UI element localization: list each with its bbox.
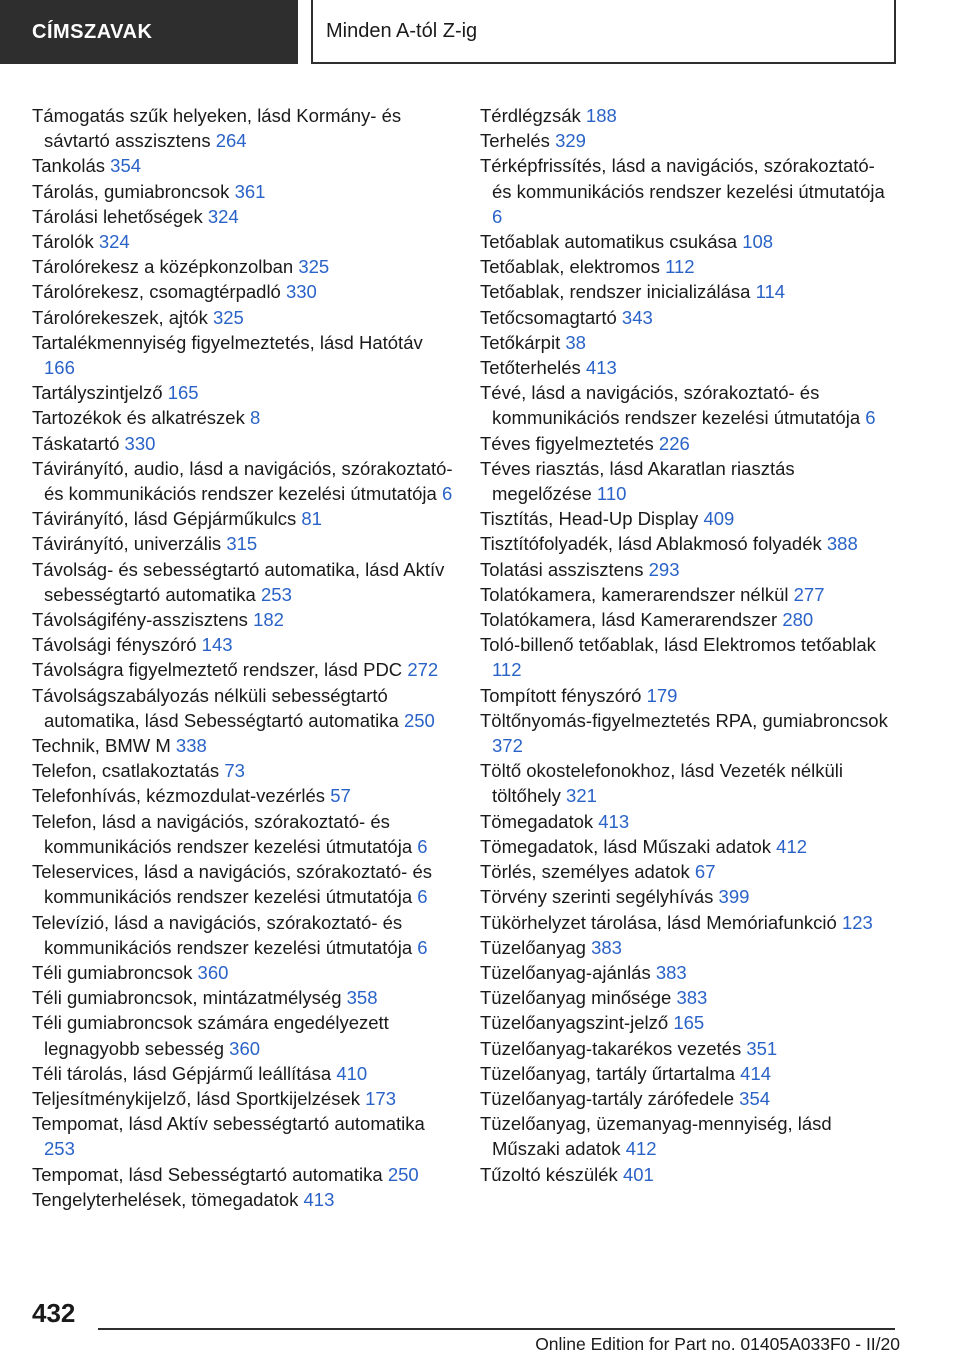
index-entry: [480, 103, 898, 128]
page-link[interactable]: 182: [253, 609, 284, 631]
index-entry: [32, 809, 457, 859]
page-link[interactable]: 165: [673, 1012, 705, 1034]
index-entry: [480, 582, 898, 607]
entry-text: Tempomat, lásd Aktív sebességtartó automatika: [32, 1113, 425, 1135]
page-link[interactable]: 413: [585, 357, 617, 379]
page-link[interactable]: 112: [665, 256, 695, 278]
entry-text: Tárolási lehetőségek: [32, 205, 203, 227]
entry-text: Tüzelőanyag-tartály zárófedele: [480, 1087, 735, 1109]
index-entry: [480, 128, 898, 153]
page-link[interactable]: 360: [197, 961, 229, 983]
index-entry: [480, 254, 898, 279]
index-entry: [480, 229, 898, 254]
page-link[interactable]: 321: [566, 785, 597, 807]
index-entry: [480, 531, 898, 556]
entry-text: Törlés, személyes adatok: [480, 861, 690, 883]
index-entry: [32, 910, 457, 960]
page-link[interactable]: 6: [441, 483, 453, 505]
entry-text: Tárolás, gumiabroncsok: [32, 180, 230, 202]
index-entry: [480, 1111, 898, 1161]
page-link[interactable]: 413: [303, 1188, 335, 1210]
entry-text: Tartalékmennyiség figyelmeztetés, lásd Hatótáv: [32, 331, 423, 353]
entry-text: Tetőterhelés: [480, 357, 581, 379]
page-link[interactable]: 383: [676, 987, 708, 1009]
entry-text: Tetőcsomagtartó: [480, 306, 617, 328]
index-entry: [480, 153, 898, 229]
page-link[interactable]: 414: [740, 1062, 772, 1084]
index-entry: [32, 179, 457, 204]
page-link[interactable]: 166: [44, 357, 75, 379]
index-entry: [480, 1162, 898, 1187]
entry-text: Teljesítménykijelző, lásd Sportkijelzések: [32, 1087, 360, 1109]
entry-text: Tárolórekesz a középkonzolban: [32, 256, 294, 278]
entry-text: Tárolórekesz, csomagtérpadló: [32, 281, 281, 303]
page-link[interactable]: 383: [591, 936, 622, 958]
page-link[interactable]: 354: [110, 155, 142, 177]
entry-text: Telefonhívás, kézmozdulat-vezérlés: [32, 785, 326, 807]
entry-text: Tüzelőanyag-ajánlás: [480, 961, 651, 983]
index-entry: [480, 910, 898, 935]
index-entry: [480, 305, 898, 330]
index-entry: [32, 960, 457, 985]
index-entry: [480, 859, 898, 884]
index-entry: [32, 279, 457, 304]
entry-text: Tankolás: [32, 155, 106, 177]
index-entry: [32, 405, 457, 430]
entry-text: Tetőkárpit: [480, 331, 561, 353]
page-link[interactable]: 360: [229, 1037, 261, 1059]
page-link[interactable]: 114: [755, 281, 786, 303]
entry-text: Távolságra figyelmeztető rendszer, lásd PDC: [32, 659, 403, 681]
index-entry: [480, 456, 898, 506]
index-entry: [480, 834, 898, 859]
index-entry: [480, 884, 898, 909]
entry-text: Távolságifény-asszisztens: [32, 609, 248, 631]
index-entry: [32, 506, 457, 531]
entry-text: Toló-billenő tetőablak, lásd Elektromos tetőablak: [480, 634, 876, 656]
page-link[interactable]: 188: [585, 105, 617, 126]
entry-text: Tetőablak, elektromos: [480, 256, 660, 278]
entry-text: Tüzelőanyag-takarékos vezetés: [480, 1037, 742, 1059]
index-entry: [32, 758, 457, 783]
index-entry: [480, 708, 898, 758]
page-link[interactable]: 38: [565, 331, 586, 353]
index-entry: [32, 733, 457, 758]
page-link[interactable]: 338: [175, 735, 207, 757]
entry-text: Telefon, csatlakoztatás: [32, 760, 220, 782]
index-entry: [480, 758, 898, 808]
index-entry: [32, 985, 457, 1010]
page-link[interactable]: 143: [201, 634, 233, 656]
entry-text: Távolságszabályozás nélküli sebességtartó automatika, lásd Sebességtartó automatika: [32, 684, 399, 731]
page-link[interactable]: 57: [330, 785, 351, 807]
entry-text: Technik, BMW M: [32, 735, 171, 757]
page-link[interactable]: 351: [746, 1037, 778, 1059]
entry-text: Téves riasztás, lásd Akaratlan riasztás megelőzése: [480, 457, 795, 505]
page-link[interactable]: 413: [598, 810, 630, 832]
index-entry: [480, 1010, 898, 1035]
index-entry: [480, 960, 898, 985]
entry-text: Tempomat, lásd Sebességtartó automatika: [32, 1163, 383, 1185]
index-entry: [32, 557, 457, 607]
index-entry: [32, 1162, 457, 1187]
entry-text: Tetőablak automatikus csukása: [480, 231, 738, 253]
page-link[interactable]: 280: [782, 609, 814, 631]
index-entry: [480, 683, 898, 708]
entry-text: Tisztítófolyadék, lásd Ablakmosó folyadék: [480, 533, 822, 555]
page-link[interactable]: 409: [703, 508, 735, 530]
page-link[interactable]: 112: [492, 659, 522, 681]
index-entry: [32, 657, 457, 682]
entry-text: Támogatás szűk helyeken, lásd Kormány- és sávtartó asszisztens: [32, 105, 402, 152]
page-link[interactable]: 250: [403, 709, 435, 731]
page-link[interactable]: 123: [841, 911, 873, 933]
page-link[interactable]: 324: [98, 231, 130, 253]
page-link[interactable]: 165: [167, 382, 199, 404]
page-link[interactable]: 110: [596, 483, 627, 505]
page-link[interactable]: 410: [336, 1062, 368, 1084]
page-link[interactable]: 372: [492, 735, 523, 757]
entry-text: Tüzelőanyag: [480, 936, 586, 958]
index-entry: [32, 1086, 457, 1111]
page-link[interactable]: 358: [346, 987, 378, 1009]
index-entry: [32, 1010, 457, 1060]
index-entry: [480, 355, 898, 380]
entry-text: Tárolórekeszek, ajtók: [32, 306, 208, 328]
entry-text: Téli tárolás, lásd Gépjármű leállítása: [32, 1062, 332, 1084]
page-link[interactable]: 277: [793, 583, 825, 605]
page-link[interactable]: 361: [234, 180, 266, 202]
entry-text: Tömegadatok: [480, 810, 594, 832]
footer-divider: [98, 1328, 895, 1330]
index-entry: [480, 279, 898, 304]
index-entry: [32, 683, 457, 733]
page-title-box: [311, 0, 896, 64]
index-entry: [32, 380, 457, 405]
entry-text: Tömegadatok, lásd Műszaki adatok: [480, 835, 772, 857]
index-entry: [32, 204, 457, 229]
index-entry: [32, 153, 457, 178]
index-entry: [32, 330, 457, 380]
page-link[interactable]: 399: [718, 886, 750, 908]
page-link[interactable]: 293: [648, 558, 680, 580]
entry-text: Távolsági fényszóró: [32, 634, 197, 656]
index-entry: [480, 330, 898, 355]
entry-text: Téli gumiabroncsok számára engedélyezett legnagyobb sebesség: [32, 1012, 389, 1059]
entry-text: Távolság- és sebességtartó automatika, lásd Aktív sebességtartó automatika: [32, 558, 445, 605]
index-entry: [32, 103, 457, 153]
index-entry: [480, 1061, 898, 1086]
index-entry: [32, 1061, 457, 1086]
page-link[interactable]: 329: [555, 130, 586, 152]
page-number: 432: [32, 1298, 76, 1328]
page-link[interactable]: 383: [655, 961, 687, 983]
page-link[interactable]: 250: [387, 1163, 419, 1185]
page-title: Minden A-tól Z-ig: [326, 19, 478, 42]
entry-text: Téli gumiabroncsok, mintázatmélység: [32, 987, 342, 1009]
page-link[interactable]: 6: [417, 835, 428, 857]
entry-text: Törvény szerinti segélyhívás: [480, 886, 714, 908]
page-link[interactable]: 401: [622, 1163, 654, 1185]
page-link[interactable]: 412: [776, 835, 808, 857]
entry-text: Tűzoltó készülék: [480, 1163, 618, 1185]
index-entry: [32, 632, 457, 657]
entry-text: Tévé, lásd a navigációs, szórakoztató- és kommunikációs rendszer kezelési útmutatója: [480, 382, 861, 429]
entry-text: Téves figyelmeztetés: [480, 432, 654, 454]
index-entry: [32, 456, 457, 506]
index-entry: [32, 254, 457, 279]
entry-text: Tárolók: [32, 231, 94, 253]
index-entry: [32, 531, 457, 556]
index-entry: [480, 557, 898, 582]
page-link[interactable]: 272: [407, 659, 439, 681]
entry-text: Töltő okostelefonokhoz, lásd Vezeték nélküli töltőhely: [480, 760, 844, 807]
page-link[interactable]: 179: [646, 684, 678, 706]
page-link[interactable]: 173: [365, 1087, 397, 1109]
page-link[interactable]: 81: [301, 508, 322, 530]
entry-text: Tetőablak, rendszer inicializálása: [480, 281, 751, 303]
entry-text: Térképfrissítés, lásd a navigációs, szórakoztató- és kommunikációs rendszer kezelési útmutatója: [480, 155, 885, 202]
entry-text: Tisztítás, Head-Up Display: [480, 508, 699, 530]
page-link[interactable]: 388: [826, 533, 858, 555]
page-link[interactable]: 330: [124, 432, 156, 454]
entry-text: Tolatási asszisztens: [480, 558, 644, 580]
entry-text: Televízió, lásd a navigációs, szórakoztató- és kommunikációs rendszer kezelési útmutatója: [32, 911, 413, 958]
index-entry: [480, 431, 898, 456]
page-link[interactable]: 8: [249, 407, 261, 429]
index-entry: [32, 431, 457, 456]
page-link[interactable]: 253: [44, 1138, 75, 1160]
page-link[interactable]: 6: [865, 407, 876, 429]
entry-text: Teleservices, lásd a navigációs, szórakoztató- és kommunikációs rendszer kezelési útmutatója: [32, 861, 432, 908]
page-link[interactable]: 67: [694, 861, 716, 883]
index-entry: [480, 506, 898, 531]
index-entry: [480, 632, 898, 682]
entry-text: Tükörhelyzet tárolása, lásd Memóriafunkció: [480, 911, 837, 933]
entry-text: Tüzelőanyag, üzemanyag-mennyiség, lásd Műszaki adatok: [480, 1113, 832, 1160]
entry-text: Tengelyterhelések, tömegadatok: [32, 1188, 299, 1210]
page-link[interactable]: 412: [625, 1138, 657, 1160]
index-entry: [480, 809, 898, 834]
index-column-left: [32, 103, 457, 1212]
page-link[interactable]: 253: [261, 583, 292, 605]
entry-text: Tolatókamera, kamerarendszer nélkül: [480, 583, 789, 605]
entry-text: Táskatartó: [32, 432, 120, 454]
index-entry: [32, 1187, 457, 1212]
entry-text: Töltőnyomás-figyelmeztetés RPA, gumiabroncsok: [480, 709, 888, 731]
page-link[interactable]: 226: [658, 432, 690, 454]
page-link[interactable]: 6: [492, 205, 503, 227]
footer-edition: Online Edition for Part no. 01405A033F0 - II/20: [535, 1334, 900, 1354]
index-entry: [480, 1086, 898, 1111]
entry-text: Telefon, lásd a navigációs, szórakoztató- és kommunikációs rendszer kezelési útmutatója: [32, 810, 413, 857]
entry-text: Távirányító, audio, lásd a navigációs, szórakoztató- és kommunikációs rendszer kezelési útmutatója: [32, 457, 453, 505]
index-entry: [32, 859, 457, 909]
page-link[interactable]: 343: [621, 306, 653, 328]
page-link[interactable]: 325: [212, 306, 244, 328]
section-tab: [0, 0, 298, 64]
index-entry: [32, 1111, 457, 1161]
index-entry: [32, 783, 457, 808]
page-link[interactable]: 354: [739, 1087, 771, 1109]
entry-text: Tüzelőanyagszint-jelző: [480, 1012, 669, 1034]
page-link[interactable]: 324: [207, 205, 239, 227]
entry-text: Távirányító, univerzális: [32, 533, 222, 555]
section-label: CÍMSZAVAK: [32, 20, 153, 43]
page-link[interactable]: 73: [224, 760, 245, 782]
index-entry: [32, 229, 457, 254]
index-entry: [32, 607, 457, 632]
entry-text: Tartályszintjelző: [32, 382, 163, 404]
entry-text: Tompított fényszóró: [480, 684, 642, 706]
index-entry: [32, 305, 457, 330]
entry-text: Térdlégzsák: [480, 105, 581, 126]
page-link[interactable]: 108: [742, 231, 774, 253]
page-link[interactable]: 330: [285, 281, 317, 303]
index-entry: [480, 985, 898, 1010]
entry-text: Tartozékok és alkatrészek: [32, 407, 245, 429]
page-link[interactable]: 264: [215, 130, 247, 152]
page-link[interactable]: 325: [298, 256, 330, 278]
index-entry: [480, 607, 898, 632]
index-entry: [480, 380, 898, 430]
page-link[interactable]: 6: [417, 886, 428, 908]
index-column-right: [480, 103, 898, 1187]
entry-text: Téli gumiabroncsok: [32, 961, 193, 983]
entry-text: Terhelés: [480, 130, 550, 152]
index-entry: [480, 1036, 898, 1061]
entry-text: Távirányító, lásd Gépjárműkulcs: [32, 508, 297, 530]
index-entry: [480, 935, 898, 960]
entry-text: Tüzelőanyag, tartály űrtartalma: [480, 1062, 736, 1084]
page-link[interactable]: 6: [417, 936, 428, 958]
page-link[interactable]: 315: [226, 533, 258, 555]
entry-text: Tüzelőanyag minősége: [480, 987, 672, 1009]
entry-text: Tolatókamera, lásd Kamerarendszer: [480, 609, 778, 631]
